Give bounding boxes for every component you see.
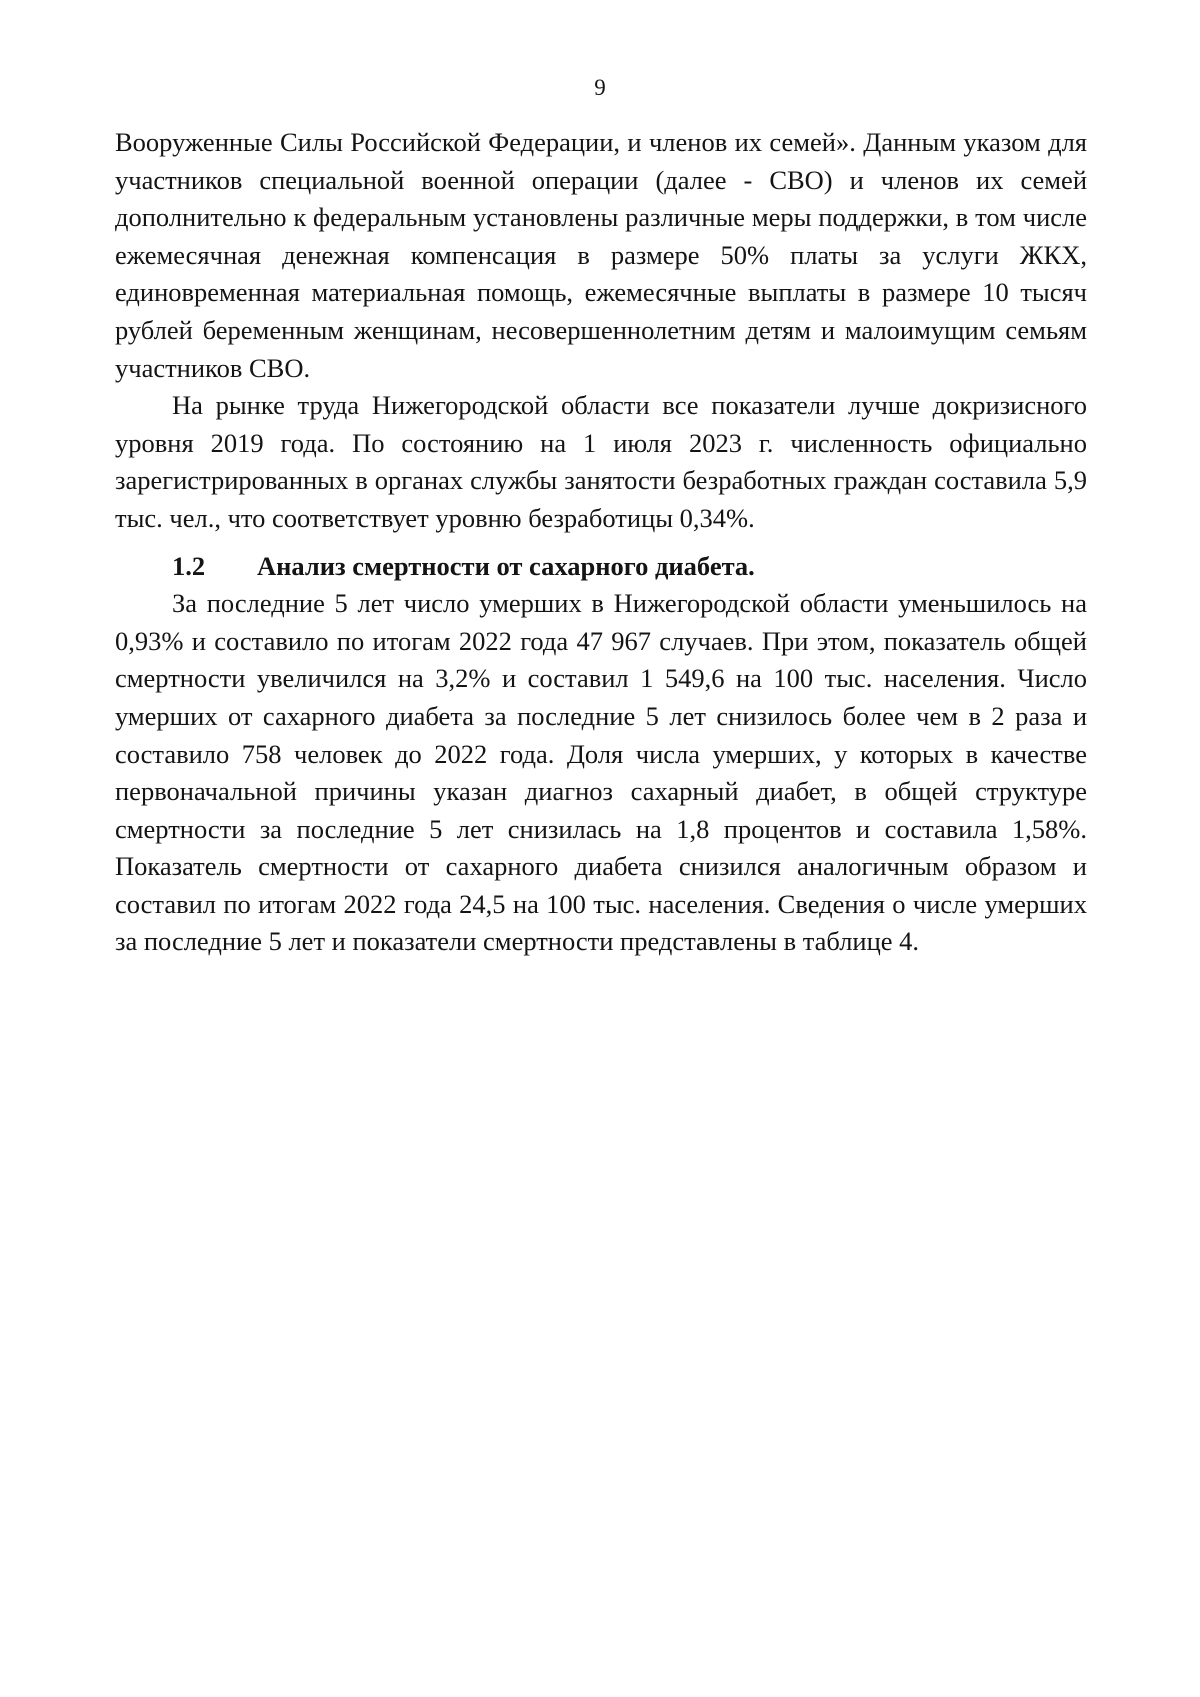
page-number: 9 [594,75,606,100]
paragraph-continuation: Вооруженные Силы Российской Федерации, и членов их семей». Данным указом для участников специальной военной операции (далее - СВО) и членов их семей дополнительно к федеральным установлены различные меры поддержки, в том числе ежемесячная денежная компенсация в размере 50% платы за услуги ЖКХ, единовременная материальная помощь, ежемесячные выплаты в размере 10 тысяч рублей беременным женщинам, несовершеннолетним детям и малоимущим семьям участников СВО. [115,127,1087,383]
paragraph-labor-market: На рынке труда Нижегородской области все показатели лучше докризисного уровня 2019 года. По состоянию на 1 июля 2023 г. численность официально зарегистрированных в органах службы занятости безработных граждан составила 5,9 тыс. чел., что соответствует уровню безработицы 0,34%. [115,390,1087,533]
section-title: Анализ смертности от сахарного диабета. [257,550,755,581]
paragraph-mortality-analysis: За последние 5 лет число умерших в Нижегородской области уменьшилось на 0,93% и составило по итогам 2022 года 47 967 случаев. При этом, показатель общей смертности увеличился на 3,2% и составил 1 549,6 на 100 тыс. населения. Число умерших от сахарного диабета за последние 5 лет снизилось более чем в 2 раза и составило 758 человек до 2022 года. Доля числа умерших, у которых в качестве первоначальной причины указан диагноз сахарный диабет, в общей структуре смертности за последние 5 лет снизилась на 1,8 процентов и составила 1,58%. Показатель смертности от сахарного диабета снизился аналогичным образом и составил по итогам 2022 года 24,5 на 100 тыс. населения. Сведения о числе умерших за последние 5 лет и показатели смертности представлены в таблице 4. [115,588,1087,957]
section-heading [115,548,1087,586]
section-number: 1.2 [172,550,206,581]
document-body [115,124,1087,961]
